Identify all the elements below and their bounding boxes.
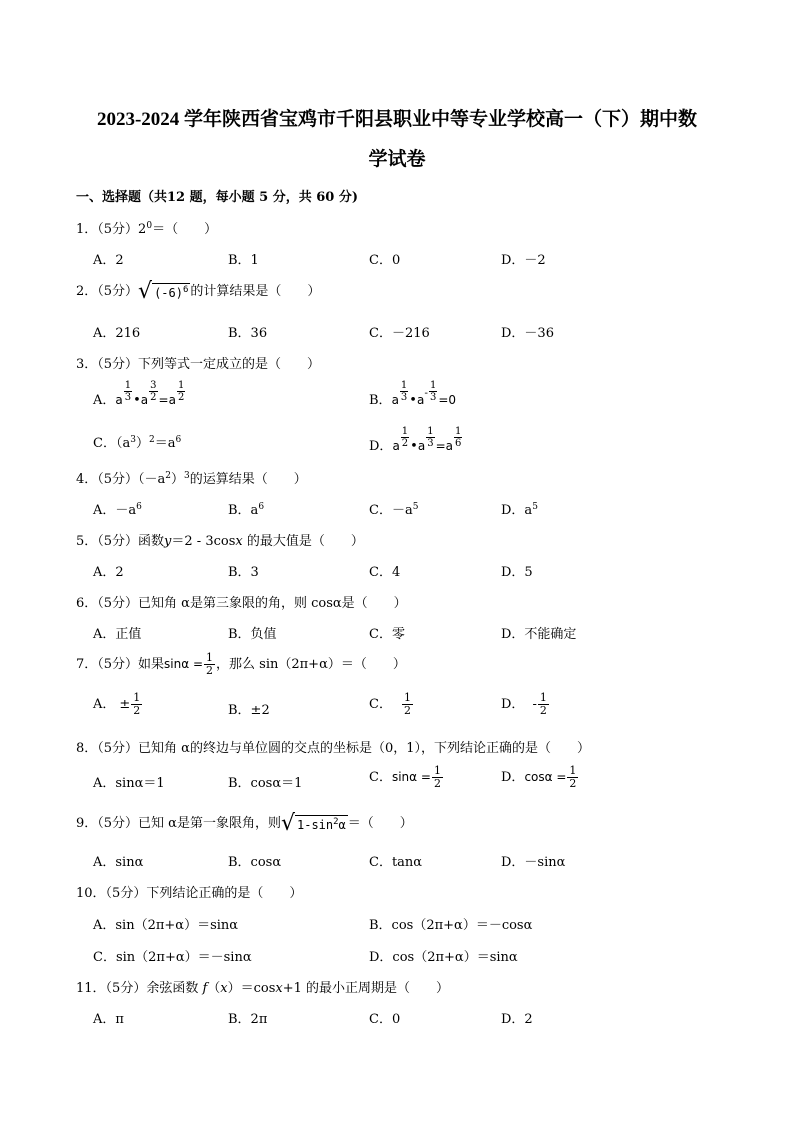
q5-stem1: 5．（5分）函数 — [76, 534, 165, 549]
q1-stem: 1．（5分）2 — [76, 222, 147, 237]
q6-option-d: D．不能确定 — [501, 627, 577, 642]
q3-b-exp2: $\frac{1}{3}$ — [429, 380, 437, 403]
q10-option-c: C．sin（2π+α）＝－sinα — [93, 950, 252, 965]
q3-b-dot: • — [409, 393, 417, 408]
q2-exp: 6 — [182, 285, 189, 295]
q3-d-base3: a — [445, 439, 453, 453]
q11-stem2: （ — [207, 981, 221, 996]
q3-a-exp3: $\frac{1}{2}$ — [177, 380, 185, 403]
q4-option-d: D．$a^5$ — [501, 502, 538, 518]
q3-b-label: B． — [369, 393, 392, 408]
q3-c-label: C． — [93, 436, 116, 451]
q9-sqrt: √ $1-\sin^2\alpha$ — [280, 810, 346, 836]
q7-sin: sinα = — [164, 657, 204, 671]
q3-a-eq: = — [158, 393, 169, 407]
q3-option-c — [93, 432, 181, 451]
q6-option-a: A．正值 — [93, 627, 142, 642]
q3-b-minus: - — [424, 388, 428, 399]
q3-a-base3: a — [168, 393, 176, 407]
q9-option-a: A．sinα — [93, 855, 144, 870]
question-8: 8．（5分）已知角 α的终边与单位圆的交点的坐标是（0，1），下列结论正确的是（ ） — [76, 741, 590, 756]
exam-title-line2: 学试卷 — [368, 149, 426, 170]
q3-option-a — [93, 380, 186, 408]
q11-x: x — [220, 981, 228, 996]
q1-option-a: A．2 — [93, 253, 124, 268]
q8-option-b: B．cosα＝1 — [228, 776, 303, 791]
q9-stem2: ＝（ ） — [347, 816, 413, 831]
q1-option-c: C．0 — [369, 253, 401, 268]
question-7 — [76, 652, 406, 677]
q5-stem2: ＝2 - 3cos — [171, 534, 236, 549]
q5-option-b: B．3 — [228, 565, 259, 580]
q3-c-sup3: 6 — [175, 435, 182, 445]
q4-stem2: ） — [171, 472, 185, 487]
q1-option-d: D．－2 — [501, 253, 546, 268]
q3-d-base2: a — [417, 439, 426, 453]
question-6: 6．（5分）已知角 α是第三象限的角，则 cosα是（ ） — [76, 596, 407, 611]
q3-c-sup2: 2 — [148, 435, 155, 445]
q5-option-a: A．2 — [93, 565, 124, 580]
q7-option-d: D． - $\frac{1}{2}$ — [501, 691, 547, 717]
q3-b-zero: =0 — [438, 393, 457, 407]
q4-option-b: B．$a^6$ — [228, 502, 265, 518]
q4-sup2: 3 — [184, 471, 190, 481]
q7-fraction: $\frac{1}{2}$ — [206, 651, 214, 677]
q3-a-label: A． — [93, 393, 116, 408]
q10-option-a: A．sin（2π+α）＝sinα — [93, 918, 239, 933]
q1-exponent: 0 — [146, 221, 153, 231]
q6-option-c: C．零 — [369, 627, 405, 642]
q3-c-mid: ） — [135, 436, 149, 451]
question-5 — [76, 530, 364, 549]
q3-a-dot: • — [133, 393, 141, 408]
q3-option-b — [369, 380, 456, 408]
q5-option-d: D．5 — [501, 565, 533, 580]
q11-option-b: B．2π — [228, 1012, 268, 1027]
q2-tail: 的计算结果是（ ） — [190, 284, 321, 299]
q9-stem1: 9．（5分）已知 α是第一象限角，则 — [76, 816, 281, 831]
q2-option-c: C．－216 — [369, 326, 430, 341]
q3-c-text: （a — [115, 436, 131, 451]
question-10: 10．（5分）下列结论正确的是（ ） — [76, 886, 303, 901]
q2-prefix: 2．（5分） — [76, 284, 139, 299]
q4-option-a: A．$-a^6$ — [93, 502, 142, 518]
q3-d-eq: = — [435, 439, 446, 453]
question-9 — [76, 812, 413, 835]
section-heading: 一、选择题（共12 题，每小题 5 分，共 60 分) — [76, 190, 359, 205]
q1-tail: ＝（ ） — [152, 222, 218, 237]
q9-option-d: D．－sinα — [501, 855, 566, 870]
q2-option-a: A．216 — [93, 326, 141, 341]
q3-a-exp1: $\frac{1}{3}$ — [124, 380, 132, 403]
q8-option-d: D．cosα = $\frac{1}{2}$ — [501, 764, 577, 790]
q4-option-c: C．$-a^5$ — [369, 502, 419, 518]
q9-option-b: B．cosα — [228, 855, 282, 870]
q3-b-base2: a — [416, 393, 425, 407]
q7-option-b: B．±2 — [228, 703, 270, 718]
q3-option-d — [369, 426, 463, 454]
q5-x: x — [235, 534, 243, 549]
q3-d-base1: a — [392, 439, 400, 453]
q11-stem4: +1 的最小正周期是（ ） — [282, 981, 450, 996]
q3-d-exp1: $\frac{1}{2}$ — [401, 426, 409, 449]
exam-title-line1: 2023-2024 学年陕西省宝鸡市千阳县职业中等专业学校高一（下）期中数 — [96, 109, 698, 130]
q11-option-c: C．0 — [369, 1012, 401, 1027]
q3-a-base1: a — [115, 393, 123, 407]
q8-option-c: C．sinα = $\frac{1}{2}$ — [369, 764, 441, 790]
q2-radicand: (-6) — [154, 286, 183, 300]
q2-option-d: D．－36 — [501, 326, 554, 341]
q3-d-exp3: $\frac{1}{6}$ — [455, 426, 462, 449]
question-3: 3．（5分）下列等式一定成立的是（ ） — [76, 357, 321, 372]
q3-b-exp1: $\frac{1}{3}$ — [400, 380, 408, 403]
q3-b-base1: a — [391, 393, 399, 407]
q10-option-d: D．cos（2π+α）＝sinα — [369, 950, 518, 965]
q3-c-sup1: 3 — [130, 435, 136, 445]
q7-stem1: 7．（5分）如果 — [76, 657, 165, 672]
q7-stem2: ，那么 sin（2π+α）＝（ ） — [216, 657, 406, 672]
q10-option-b: B．cos（2π+α）＝－cosα — [369, 918, 533, 933]
q3-d-dot: • — [410, 439, 418, 454]
q3-c-eq: ＝a — [154, 436, 176, 451]
q2-sqrt: √ $(-6)^6$ — [138, 278, 189, 304]
q6-option-b: B．负值 — [228, 627, 277, 642]
q7-option-a: A． ± $\frac{1}{2}$ — [93, 691, 141, 717]
q11-option-d: D．2 — [501, 1012, 533, 1027]
q3-d-exp2: $\frac{1}{3}$ — [427, 426, 434, 449]
q11-stem3: ）＝cos — [227, 981, 276, 996]
q3-a-base2: a — [140, 393, 149, 407]
q11-f: f — [202, 981, 208, 996]
question-11 — [76, 977, 449, 996]
q5-option-c: C．4 — [369, 565, 401, 580]
question-4 — [76, 468, 307, 487]
q4-stem1: 4．（5分）（－a — [76, 472, 166, 487]
q5-y: y — [164, 534, 172, 549]
q11-option-a: A．π — [93, 1012, 124, 1027]
q2-option-b: B．36 — [228, 326, 268, 341]
q11-x2: x — [275, 981, 283, 996]
q4-stem3: 的运算结果（ ） — [189, 472, 307, 487]
question-2 — [76, 280, 320, 303]
q3-d-label: D． — [369, 439, 393, 454]
q4-sup1: 2 — [165, 471, 172, 481]
q3-a-exp2: $\frac{3}{2}$ — [150, 380, 157, 403]
q11-stem1: 11．（5分）余弦函数 — [76, 981, 203, 996]
q5-stem3: 的最大值是（ ） — [242, 534, 364, 549]
q1-option-b: B．1 — [228, 253, 259, 268]
question-1 — [76, 218, 217, 237]
q8-option-a: A．sinα＝1 — [93, 776, 165, 791]
q9-option-c: C．tanα — [369, 855, 423, 870]
q7-option-c: C． $\frac{1}{2}$ — [369, 691, 411, 717]
